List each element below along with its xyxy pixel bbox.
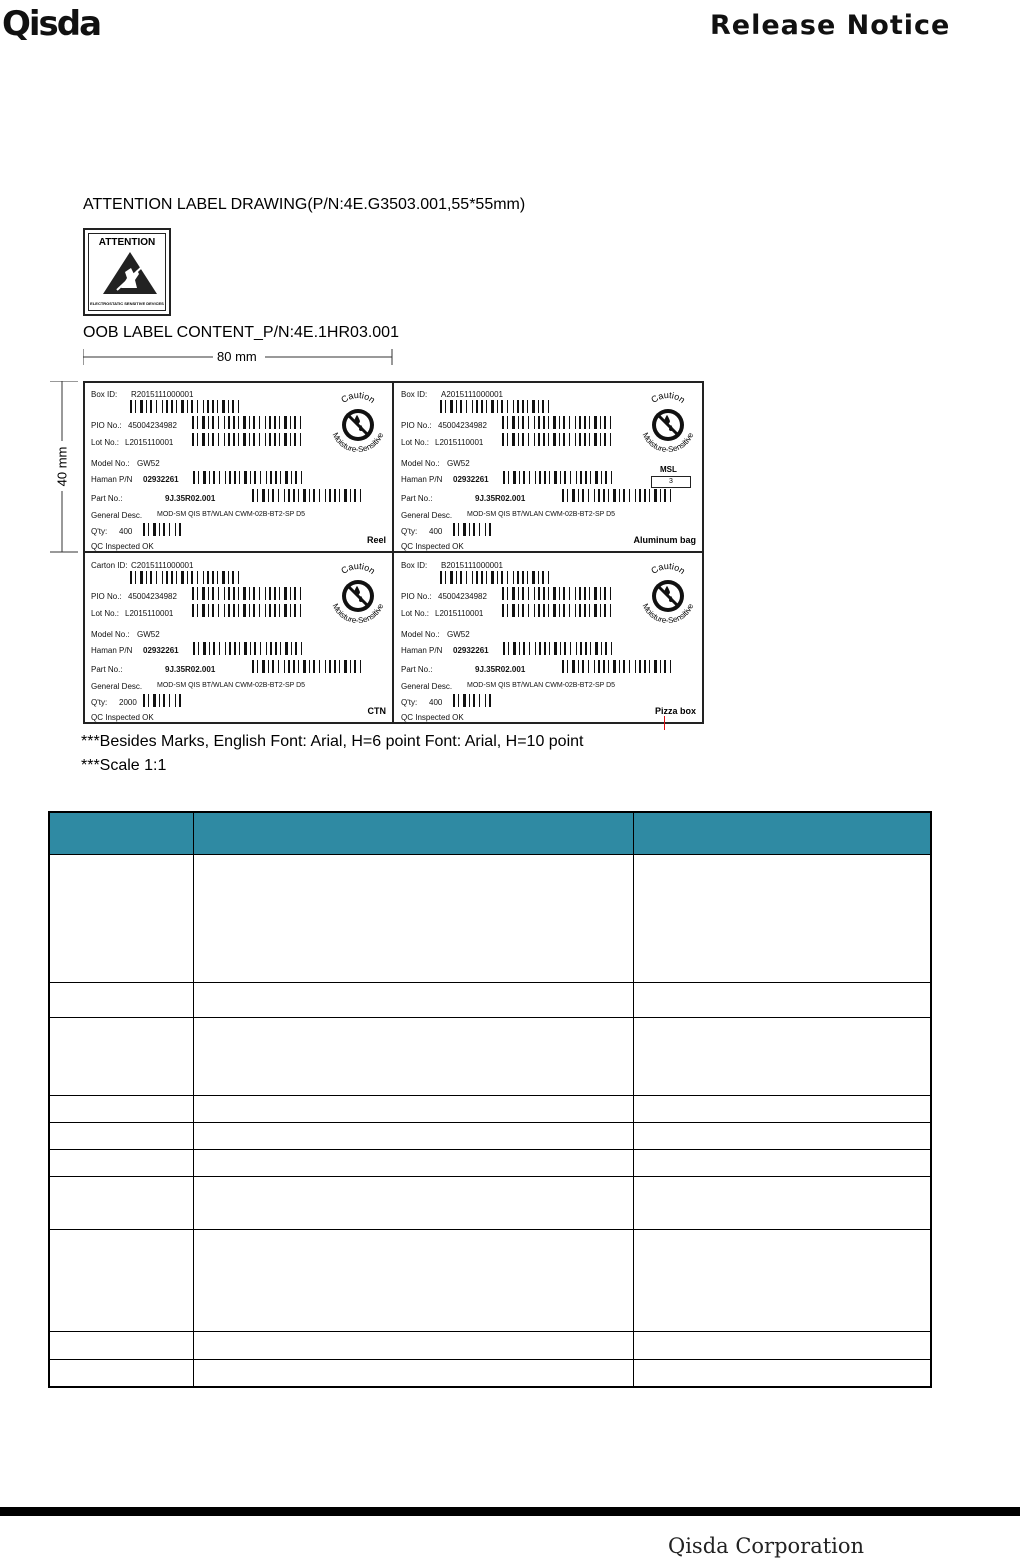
table-row [49,1018,931,1096]
barcode [440,400,552,413]
model-value: GW52 [137,459,160,468]
pio-field-label: PIO No.: [91,421,122,430]
part-value: 9J.35R02.001 [165,665,216,674]
barcode-stripes [562,489,674,502]
model-value: GW52 [447,630,470,639]
svg-text:Moisture-Sensitive: Moisture-Sensitive [330,602,386,626]
barcode-stripes [502,604,614,617]
barcode [502,587,614,600]
barcode [502,433,614,446]
moisture-caution-icon [633,558,699,624]
desc-field-label: General Desc. [401,682,453,691]
barcode-stripes [440,400,552,413]
header-cell [49,812,194,855]
release-notice-title: Release Notice [710,10,951,41]
table-cell [634,983,932,1018]
barcode [130,400,242,413]
oob-label-ctn [85,554,394,724]
model-value: GW52 [137,630,160,639]
lot-field-label: Lot No.: [401,438,430,447]
table-cell [634,1018,932,1096]
barcode-stripes [502,416,614,429]
qty-field-label: Q'ty: [91,698,108,707]
qty-value: 400 [119,527,133,536]
haman-field-label: Haman P/N [91,475,133,484]
font-note: ***Besides Marks, English Font: Arial, H=6 point Font: Arial, H=10 point [81,733,584,750]
table-cell [49,1332,194,1360]
part-field-label: Part No.: [401,494,433,503]
id-field-label: Box ID: [91,390,118,399]
width-dimension [83,349,393,365]
attention-label [83,228,171,316]
table-cell [194,1177,634,1230]
pio-field-label: PIO No.: [91,592,122,601]
table-cell [634,1230,932,1332]
svg-text:Moisture-Sensitive: Moisture-Sensitive [330,431,386,455]
qisda-logo: Qisda [2,4,101,44]
barcode [192,587,304,600]
barcode [192,416,304,429]
id-value: B2015111000001 [441,561,503,570]
header-cell [634,812,932,855]
barcode-stripes [440,571,552,584]
barcode-stripes [502,433,614,446]
pio-value: 45004234982 [128,592,177,601]
table-cell [194,1332,634,1360]
table-cell [49,1018,194,1096]
desc-value: MOD-SM QIS BT/WLAN CWM-02B-BT2-SP D5 [157,682,306,689]
footer-company: Qisda Corporation [668,1534,865,1558]
table-row [49,1230,931,1332]
table-header-row [49,812,931,855]
barcode-stripes [252,660,364,673]
table-cell [194,1360,634,1387]
barcode [440,571,552,584]
model-field-label: Model No.: [91,630,130,639]
model-field-label: Model No.: [401,459,440,468]
part-field-label: Part No.: [91,665,123,674]
height-dimension-label: 40 mm [54,446,70,487]
qc-text: QC Inspected OK [91,542,154,551]
pio-value: 45004234982 [128,421,177,430]
table-cell [634,1150,932,1177]
table-row [49,983,931,1018]
barcode-stripes [143,523,185,536]
table-row [49,1332,931,1360]
table-cell [49,1177,194,1230]
id-value: C2015111000001 [131,561,194,570]
barcode [192,604,304,617]
haman-value: 02932261 [453,475,489,484]
desc-field-label: General Desc. [91,511,143,520]
table-row [49,1096,931,1123]
table-cell [194,983,634,1018]
scale-note: ***Scale 1:1 [81,757,167,774]
haman-field-label: Haman P/N [401,646,443,655]
table-row [49,1123,931,1150]
oob-label-reel [85,383,394,553]
barcode-stripes [503,642,615,655]
barcode-stripes [130,571,242,584]
esd-warning-icon [101,250,159,296]
barcode [192,433,304,446]
table-cell [194,1018,634,1096]
table-cell [194,1150,634,1177]
table-cell [49,1123,194,1150]
barcode [562,489,674,502]
qc-text: QC Inspected OK [401,542,464,551]
barcode-stripes [252,489,364,502]
pio-value: 45004234982 [438,592,487,601]
part-field-label: Part No.: [401,665,433,674]
moisture-caution-icon [323,387,389,453]
moisture-caution-icon [323,558,389,624]
barcode-stripes [130,400,242,413]
barcode [193,642,305,655]
model-field-label: Model No.: [401,630,440,639]
label-type-text: Pizza box [654,706,696,716]
svg-text:Moisture-Sensitive: Moisture-Sensitive [640,602,696,626]
table-cell [49,1230,194,1332]
qty-field-label: Q'ty: [401,527,418,536]
barcode [562,660,674,673]
desc-value: MOD-SM QIS BT/WLAN CWM-02B-BT2-SP D5 [467,682,616,689]
part-value: 9J.35R02.001 [165,494,216,503]
svg-text:Caution: Caution [649,560,687,577]
barcode-stripes [502,587,614,600]
barcode-stripes [562,660,674,673]
part-field-label: Part No.: [91,494,123,503]
attention-label-title: ATTENTION [98,237,156,248]
table-cell [49,1150,194,1177]
part-value: 9J.35R02.001 [475,494,526,503]
haman-field-label: Haman P/N [91,646,133,655]
barcode [502,604,614,617]
oob-caption: OOB LABEL CONTENT_P/N:4E.1HR03.001 [83,324,399,341]
barcode-stripes [503,471,615,484]
barcode [143,523,185,536]
label-type-text: Reel [366,535,386,545]
desc-value: MOD-SM QIS BT/WLAN CWM-02B-BT2-SP D5 [157,511,306,518]
pio-field-label: PIO No.: [401,592,432,601]
desc-field-label: General Desc. [91,682,143,691]
lot-field-label: Lot No.: [91,438,120,447]
lot-value: L2015110001 [125,438,174,447]
desc-value: MOD-SM QIS BT/WLAN CWM-02B-BT2-SP D5 [467,511,616,518]
model-value: GW52 [447,459,470,468]
table-cell [634,1360,932,1387]
label-type-text: Aluminum bag [633,535,696,545]
table-row [49,1150,931,1177]
qty-value: 400 [429,698,443,707]
barcode [193,471,305,484]
id-field-label: Box ID: [401,390,428,399]
table-cell [49,983,194,1018]
barcode [130,571,242,584]
svg-text:Caution: Caution [649,389,687,406]
table-row [49,1177,931,1230]
release-table [48,811,932,1388]
barcode-stripes [192,433,304,446]
qty-value: 400 [429,527,443,536]
qc-text: QC Inspected OK [91,713,154,722]
id-field-label: Carton ID: [91,561,128,570]
oob-label-alu [395,383,704,553]
barcode [453,523,495,536]
table-cell [634,1123,932,1150]
msl-value: 3 [651,476,691,488]
pio-value: 45004234982 [438,421,487,430]
table-cell [49,1360,194,1387]
barcode-stripes [192,416,304,429]
height-dimension [50,381,80,553]
moisture-caution-icon [633,387,699,453]
attention-label-foot: ELECTROSTATIC SENSITIVE DEVICES [90,301,164,306]
haman-field-label: Haman P/N [401,475,443,484]
haman-value: 02932261 [143,646,179,655]
qc-text: QC Inspected OK [401,713,464,722]
haman-value: 02932261 [143,475,179,484]
msl-label: MSL [660,465,677,474]
header-cell [194,812,634,855]
table-cell [49,1096,194,1123]
lot-value: L2015110001 [435,438,484,447]
id-value: R2015111000001 [131,390,194,399]
barcode-stripes [453,694,495,707]
table-cell [194,1096,634,1123]
barcode-stripes [193,471,305,484]
barcode [453,694,495,707]
barcode [143,694,185,707]
table-row [49,855,931,983]
haman-value: 02932261 [453,646,489,655]
barcode [252,489,364,502]
barcode [252,660,364,673]
id-value: A2015111000001 [441,390,503,399]
table-cell [194,1123,634,1150]
table-cell [194,855,634,983]
svg-text:Moisture-Sensitive: Moisture-Sensitive [640,431,696,455]
table-cell [634,855,932,983]
attention-caption: ATTENTION LABEL DRAWING(P/N:4E.G3503.001,55*55mm) [83,196,526,213]
table-cell [634,1332,932,1360]
desc-field-label: General Desc. [401,511,453,520]
barcode [503,471,615,484]
oob-label-pizza [395,554,704,724]
lot-value: L2015110001 [435,609,484,618]
table-cell [634,1177,932,1230]
part-value: 9J.35R02.001 [475,665,526,674]
table-row [49,1360,931,1387]
barcode-stripes [192,587,304,600]
svg-text:Caution: Caution [339,389,377,406]
qty-field-label: Q'ty: [401,698,418,707]
barcode-stripes [193,642,305,655]
qty-value: 2000 [119,698,137,707]
lot-field-label: Lot No.: [401,609,430,618]
width-dimension-label: 80 mm [217,349,257,364]
table-cell [194,1230,634,1332]
svg-text:Caution: Caution [339,560,377,577]
footer-bar [0,1507,1020,1516]
table-cell [634,1096,932,1123]
barcode-stripes [143,694,185,707]
label-type-text: CTN [367,706,386,716]
table-cell [49,855,194,983]
barcode [502,416,614,429]
barcode [503,642,615,655]
lot-value: L2015110001 [125,609,174,618]
barcode-stripes [192,604,304,617]
barcode-stripes [453,523,495,536]
lot-field-label: Lot No.: [91,609,120,618]
pio-field-label: PIO No.: [401,421,432,430]
model-field-label: Model No.: [91,459,130,468]
qty-field-label: Q'ty: [91,527,108,536]
id-field-label: Box ID: [401,561,428,570]
